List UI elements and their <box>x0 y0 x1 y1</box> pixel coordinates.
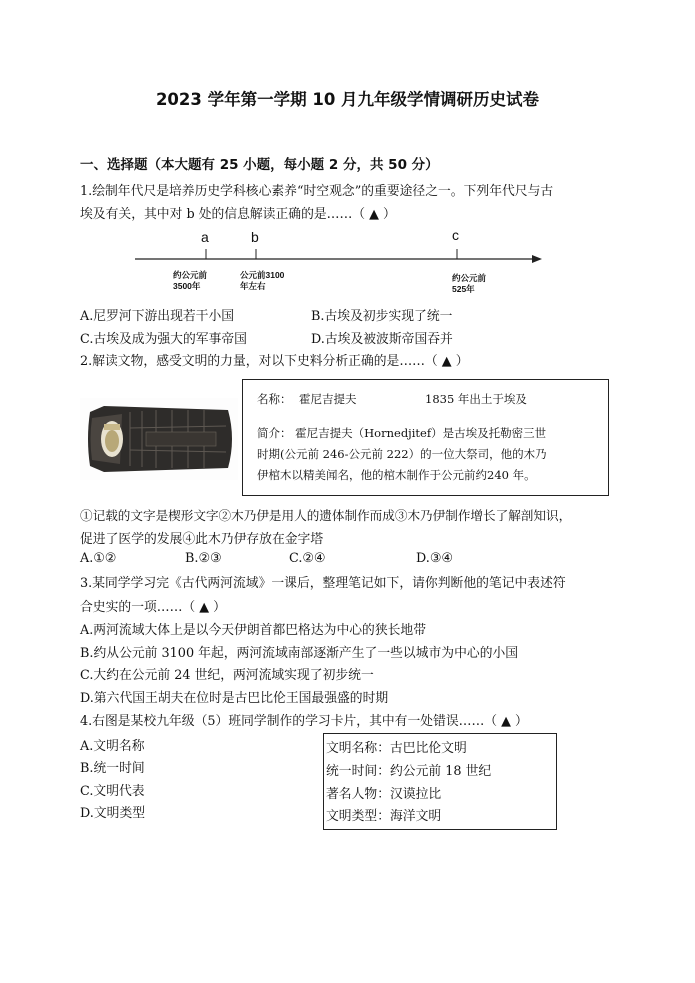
q4-line1: 4.右图是某校九年级（5）班同学制作的学习卡片，其中有一处错误……（ ▲ ） <box>80 714 528 729</box>
study-card-row-3: 著名人物：汉谟拉比 <box>326 787 442 802</box>
q1-line2: 埃及有关，其中对 b 处的信息解读正确的是……（ ▲ ） <box>80 207 396 222</box>
q4-option-a: A.文明名称 <box>80 739 145 754</box>
timeline-arrow <box>532 255 542 263</box>
artifact-intro-2: 时期(公元前 246-公元前 222）的一位大祭司，他的木乃 <box>257 447 547 461</box>
study-card-row-2: 统一时间：约公元前 18 世纪 <box>326 764 492 779</box>
study-card-row-4: 文明类型：海洋文明 <box>326 809 442 824</box>
q2-line1: 2.解读文物，感受文明的力量，对以下史料分析正确的是……（ ▲ ） <box>80 354 469 369</box>
artifact-name: 霍尼吉提夫 <box>299 392 357 406</box>
timeline-label-c: c <box>452 227 459 243</box>
q2-option-c: C.②④ <box>289 551 326 566</box>
q2-option-d: D.③④ <box>416 551 453 566</box>
q3-line2: 合史实的一项……（ ▲ ） <box>80 600 226 615</box>
q4-option-d: D.文明类型 <box>80 806 146 821</box>
q3-option-c: C.大约在公元前 24 世纪，两河流域实现了初步统一 <box>80 668 374 683</box>
q1-option-a: A.尼罗河下游出现若干小国 <box>80 309 235 324</box>
artifact-intro-3: 伊棺木以精美闻名，他的棺木制作于公元前约240 年。 <box>257 468 536 482</box>
q2-option-b: B.②③ <box>185 551 222 566</box>
q1-option-c: C.古埃及成为强大的军事帝国 <box>80 332 247 347</box>
q4-option-b: B.统一时间 <box>80 761 145 776</box>
q3-line1: 3.某同学学习完《古代两河流域》一课后，整理笔记如下，请你判断他的笔记中表述符 <box>80 576 566 591</box>
q2-statement-1: ①记载的文字是楔形文字②木乃伊是用人的遗体制作而成③木乃伊制作增长了解剖知识， <box>80 508 572 523</box>
q1-line1: 1.绘制年代尺是培养历史学科核心素养“时空观念”的重要途径之一。下列年代尺与古 <box>80 184 554 199</box>
page-title: 2023 学年第一学期 10 月九年级学情调研历史试卷 <box>155 90 540 109</box>
timeline-note-c: 约公元前 525年 <box>452 273 487 294</box>
q2-statement-2: 促进了医学的发展④此木乃伊存放在金字塔 <box>80 532 324 547</box>
timeline-note-a: 约公元前 3500年 <box>173 270 208 291</box>
timeline-note-b: 公元前3100 年左右 <box>240 270 285 291</box>
study-card <box>323 733 557 830</box>
q1-option-b: B.古埃及初步实现了统一 <box>311 309 453 324</box>
timeline-label-a: a <box>201 229 209 245</box>
artifact-name-label: 名称： <box>257 392 292 406</box>
q3-option-b: B.约从公元前 3100 年起，两河流域南部逐渐产生了一些以城市为中心的小国 <box>80 646 519 661</box>
artifact-intro-1: 简介： 霍尼吉提夫（Hornedjitef）是古埃及托勒密三世 <box>257 426 547 440</box>
study-card-row-1: 文明名称：古巴比伦文明 <box>326 741 467 756</box>
coffin-image <box>80 398 238 480</box>
section-heading: 一、选择题（本大题有 25 小题，每小题 2 分，共 50 分） <box>80 157 439 173</box>
q3-option-d: D.第六代国王胡夫在位时是古巴比伦王国最强盛的时期 <box>80 691 389 706</box>
q4-option-c: C.文明代表 <box>80 784 145 799</box>
artifact-origin: 1835 年出土于埃及 <box>425 392 527 406</box>
q2-option-a: A.①② <box>80 551 117 566</box>
timeline-label-b: b <box>251 229 259 245</box>
q1-option-d: D.古埃及被波斯帝国吞并 <box>311 332 453 347</box>
q3-option-a: A.两河流域大体上是以今天伊朗首都巴格达为中心的狭长地带 <box>80 623 427 638</box>
